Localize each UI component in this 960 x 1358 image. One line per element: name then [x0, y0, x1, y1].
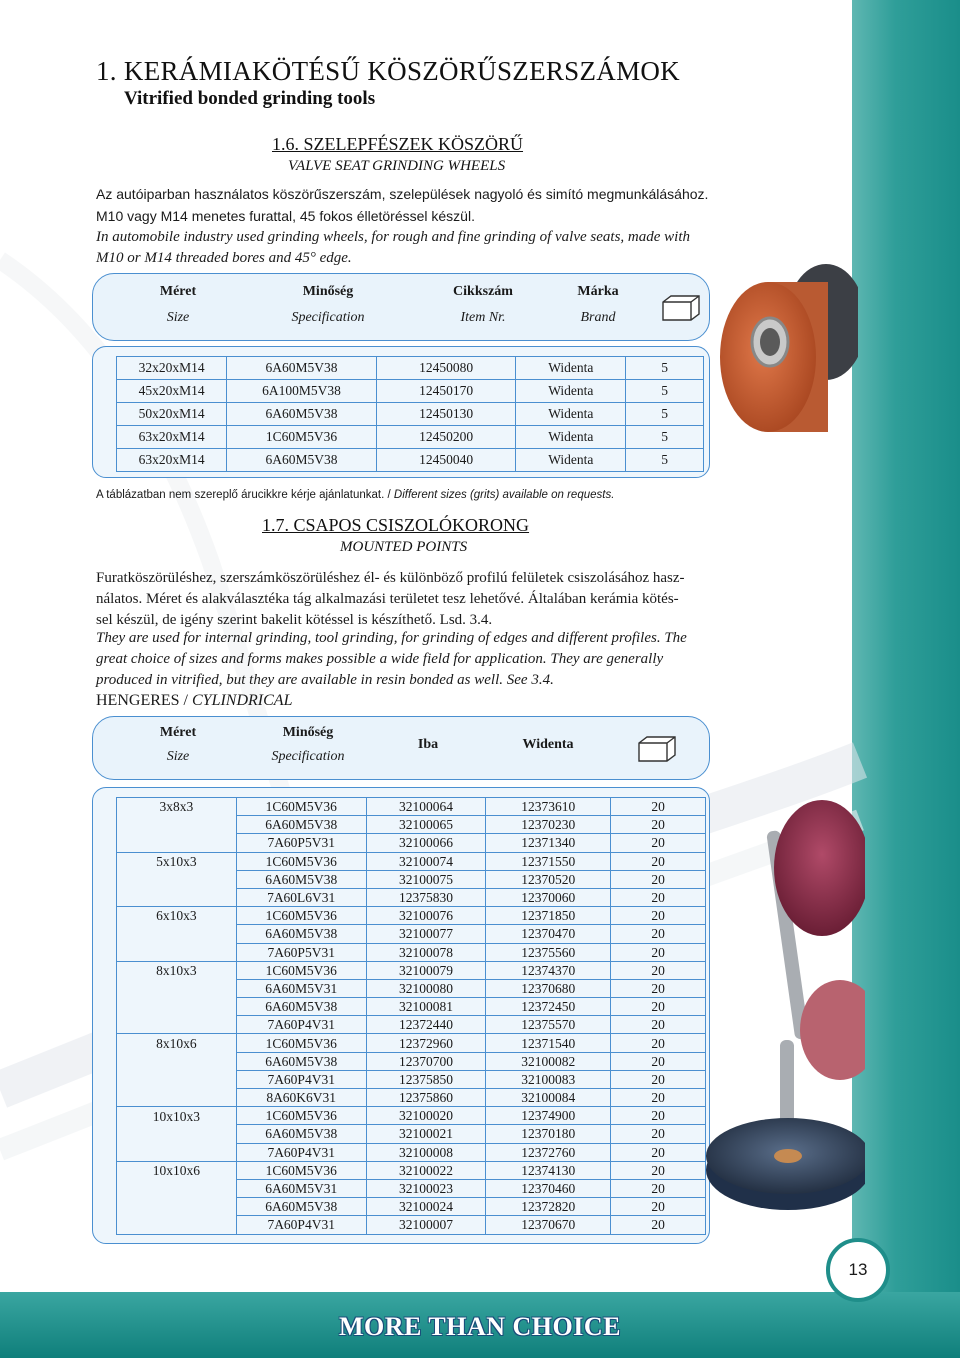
size-cell — [117, 998, 237, 1016]
table-cell: 1C60M5V36 — [236, 907, 366, 925]
size-cell — [117, 1089, 237, 1107]
table-row — [117, 961, 706, 979]
table-cell: 32100083 — [486, 1070, 611, 1088]
header-size-hu: Méret — [159, 284, 197, 299]
table-cell: 12375850 — [366, 1070, 486, 1088]
table-cell: Widenta — [516, 426, 626, 449]
table-cell: 12450040 — [376, 449, 515, 472]
table-cell: 20 — [611, 1161, 706, 1179]
table-row — [117, 1161, 706, 1179]
size-cell: 10x10x3 — [117, 1107, 237, 1125]
table-cell: 6A60M5V38 — [236, 816, 366, 834]
table-cell: 20 — [611, 907, 706, 925]
header-spec-en: Specification — [291, 310, 365, 325]
table-cell: 12374130 — [486, 1161, 611, 1179]
subhead-en: CYLINDRICAL — [192, 692, 293, 709]
table-row — [117, 357, 704, 380]
header-iba: Iba — [417, 737, 439, 752]
table-cell: 12450170 — [376, 380, 515, 403]
table-cell: 7A60P4V31 — [236, 1016, 366, 1034]
header-brand-en: Brand — [580, 310, 616, 325]
table-cell: 20 — [611, 834, 706, 852]
table-cell: 12370520 — [486, 870, 611, 888]
table-cell: Widenta — [516, 357, 626, 380]
table-cell: 20 — [611, 816, 706, 834]
table-cell: 20 — [611, 1034, 706, 1052]
table-cell: 12450130 — [376, 403, 515, 426]
table-cell: 32100080 — [366, 979, 486, 997]
size-cell — [117, 1216, 237, 1234]
table-cell: 7A60P4V31 — [236, 1143, 366, 1161]
table-row — [117, 1107, 706, 1125]
table-cell: 63x20xM14 — [117, 449, 227, 472]
size-cell — [117, 1125, 237, 1143]
table-cell: 5 — [626, 380, 704, 403]
table-cell: 32100084 — [486, 1089, 611, 1107]
table-row — [117, 998, 706, 1016]
table-cell: 6A60M5V38 — [227, 403, 377, 426]
table-row — [117, 1198, 706, 1216]
table-row — [117, 943, 706, 961]
valve-desc-en-2: M10 or M14 threaded bores and 45° edge. — [96, 250, 352, 266]
table-cell: 6A60M5V31 — [236, 979, 366, 997]
table-row — [117, 1089, 706, 1107]
size-cell — [117, 816, 237, 834]
mounted-desc-en-2: great choice of sizes and forms makes possible a wide field for application. They are generally — [96, 651, 664, 667]
table-cell: 32100024 — [366, 1198, 486, 1216]
table-row — [117, 426, 704, 449]
table-cell: 20 — [611, 852, 706, 870]
header-spec-hu: Minőség — [282, 725, 334, 740]
table-cell: 12375860 — [366, 1089, 486, 1107]
size-cell — [117, 1016, 237, 1034]
table-cell: 20 — [611, 1179, 706, 1197]
size-cell — [117, 979, 237, 997]
table-cell: 20 — [611, 1216, 706, 1234]
table-cell: 20 — [611, 943, 706, 961]
table-cell: 32100082 — [486, 1052, 611, 1070]
table-cell: 12370230 — [486, 816, 611, 834]
table-cell: 6A100M5V38 — [227, 380, 377, 403]
table-row — [117, 403, 704, 426]
table-cell: 32100074 — [366, 852, 486, 870]
table-row — [117, 834, 706, 852]
table-cell: 20 — [611, 925, 706, 943]
size-cell — [117, 1179, 237, 1197]
table-row — [117, 1179, 706, 1197]
table-cell: 12372440 — [366, 1016, 486, 1034]
table-cell: 32100008 — [366, 1143, 486, 1161]
header-spec-en: Specification — [271, 749, 345, 764]
table-cell: 1C60M5V36 — [236, 852, 366, 870]
table-cell: 12370700 — [366, 1052, 486, 1070]
page-subtitle: Vitrified bonded grinding tools — [124, 88, 376, 109]
table-cell: 1C60M5V36 — [236, 1034, 366, 1052]
footer-slogan: MORE THAN CHOICE — [339, 1312, 621, 1341]
mounted-table — [116, 797, 706, 1235]
size-cell — [117, 870, 237, 888]
table-row — [117, 380, 704, 403]
size-cell — [117, 1198, 237, 1216]
table-cell: 32100078 — [366, 943, 486, 961]
table-cell: 50x20xM14 — [117, 403, 227, 426]
table-cell: 12370060 — [486, 888, 611, 906]
header-spec-hu: Minőség — [302, 284, 354, 299]
table-cell: 12370470 — [486, 925, 611, 943]
table-cell: 20 — [611, 998, 706, 1016]
header-size-en: Size — [166, 310, 190, 325]
box-icon — [661, 294, 701, 322]
table-cell: 12370180 — [486, 1125, 611, 1143]
size-cell: 3x8x3 — [117, 798, 237, 816]
size-cell — [117, 925, 237, 943]
size-cell: 8x10x6 — [117, 1034, 237, 1052]
table-cell: 7A60P5V31 — [236, 834, 366, 852]
table-cell: 6A60M5V38 — [236, 1198, 366, 1216]
table-row — [117, 449, 704, 472]
table-cell: 12375570 — [486, 1016, 611, 1034]
table-row — [117, 1125, 706, 1143]
table-row — [117, 1052, 706, 1070]
table-cell: 6A60M5V38 — [227, 449, 377, 472]
page-title: 1. KERÁMIAKÖTÉSŰ KÖSZÖRŰSZERSZÁMOK — [96, 56, 680, 86]
table-cell: 32100065 — [366, 816, 486, 834]
box-icon — [637, 735, 677, 763]
valve-wheels-image — [708, 262, 858, 452]
mounted-desc-hu-1: Furatköszörüléshez, szerszámköszörüléshez él- és különböző profilú felületek csiszolásához hasz- — [96, 570, 685, 586]
table-cell: 20 — [611, 870, 706, 888]
table-row — [117, 1216, 706, 1234]
size-cell — [117, 888, 237, 906]
table-cell: 12370680 — [486, 979, 611, 997]
table-cell: 6A60M5V38 — [236, 1125, 366, 1143]
table-cell: 20 — [611, 979, 706, 997]
valve-desc-en-1: In automobile industry used grinding wheels, for rough and fine grinding of valve seats, made with — [96, 229, 690, 245]
table-cell: 20 — [611, 1107, 706, 1125]
table-cell: 6A60M5V38 — [236, 998, 366, 1016]
table-cell: 12375560 — [486, 943, 611, 961]
table-cell: 32100023 — [366, 1179, 486, 1197]
size-cell — [117, 1070, 237, 1088]
section-title-mounted: 1.7. CSAPOS CSISZOLÓKORONG — [262, 515, 530, 535]
table-cell: 20 — [611, 1052, 706, 1070]
page-number: 13 — [826, 1238, 890, 1302]
table-cell: 6A60M5V38 — [227, 357, 377, 380]
table-cell: 12372450 — [486, 998, 611, 1016]
table-row — [117, 852, 706, 870]
table-cell: 20 — [611, 888, 706, 906]
table-row — [117, 888, 706, 906]
table-cell: 45x20xM14 — [117, 380, 227, 403]
table-cell: 1C60M5V36 — [236, 961, 366, 979]
table-cell: 6A60M5V38 — [236, 925, 366, 943]
table-cell: 7A60P5V31 — [236, 943, 366, 961]
section-subtitle-mounted: MOUNTED POINTS — [340, 539, 468, 555]
table-cell: 32100081 — [366, 998, 486, 1016]
table-cell: 32100075 — [366, 870, 486, 888]
table-cell: 1C60M5V36 — [236, 798, 366, 816]
table-cell: 32100064 — [366, 798, 486, 816]
table-cell: 32x20xM14 — [117, 357, 227, 380]
header-item-hu: Cikkszám — [453, 284, 513, 299]
table-cell: 8A60K6V31 — [236, 1089, 366, 1107]
size-cell — [117, 834, 237, 852]
table-cell: Widenta — [516, 403, 626, 426]
table-cell: 5 — [626, 403, 704, 426]
table-cell: 32100079 — [366, 961, 486, 979]
table-cell: 12374900 — [486, 1107, 611, 1125]
table-cell: 12450080 — [376, 357, 515, 380]
table-cell: 12372960 — [366, 1034, 486, 1052]
table-cell: 32100077 — [366, 925, 486, 943]
table-cell: 1C60M5V36 — [236, 1161, 366, 1179]
mounted-desc-en-1: They are used for internal grinding, tool grinding, for grinding of edges and different profiles. The — [96, 630, 687, 646]
table-cell: 32100020 — [366, 1107, 486, 1125]
table-cell: 12370460 — [486, 1179, 611, 1197]
size-cell — [117, 943, 237, 961]
table-cell: 20 — [611, 1198, 706, 1216]
table-cell: 20 — [611, 1143, 706, 1161]
table-row — [117, 907, 706, 925]
table-row — [117, 1070, 706, 1088]
table-cell: 12371340 — [486, 834, 611, 852]
table-row — [117, 1034, 706, 1052]
table-cell: 32100007 — [366, 1216, 486, 1234]
header-size-en: Size — [166, 749, 190, 764]
table-cell: 12372820 — [486, 1198, 611, 1216]
table-cell: Widenta — [516, 380, 626, 403]
table-cell: 1C60M5V36 — [227, 426, 377, 449]
size-cell — [117, 1143, 237, 1161]
header-widenta: Widenta — [522, 737, 574, 752]
header-size-hu: Méret — [159, 725, 197, 740]
subhead-hu: HENGERES / — [96, 692, 192, 709]
table-cell: 12371540 — [486, 1034, 611, 1052]
table-cell: 12374370 — [486, 961, 611, 979]
mounted-desc-hu-2: nálatos. Méret és alakválasztéka tág alkalmazási területet tesz lehetővé. Általában kerámia kötés- — [96, 591, 679, 607]
table-row — [117, 870, 706, 888]
table-cell: 5 — [626, 426, 704, 449]
mounted-desc-en-3: produced in vitrified, but they are available in resin bonded as well. See 3.4. — [96, 672, 554, 688]
table-cell: 1C60M5V36 — [236, 1107, 366, 1125]
table-cell: 12371550 — [486, 852, 611, 870]
table-cell: 7A60P4V31 — [236, 1216, 366, 1234]
size-cell: 10x10x6 — [117, 1161, 237, 1179]
size-cell: 6x10x3 — [117, 907, 237, 925]
table-cell: 7A60P4V31 — [236, 1070, 366, 1088]
valve-note — [96, 489, 614, 501]
valve-table — [116, 356, 704, 472]
valve-desc-hu-2: M10 vagy M14 menetes furattal, 45 fokos élletöréssel készül. — [96, 208, 475, 224]
table-cell: 12372760 — [486, 1143, 611, 1161]
table-cell: 12370670 — [486, 1216, 611, 1234]
cylindrical-subhead — [96, 692, 292, 710]
note-hu: A táblázatban nem szereplő árucikkre kérje ajánlatunkat. / — [96, 489, 394, 501]
section-subtitle-valve: VALVE SEAT GRINDING WHEELS — [288, 158, 506, 174]
size-cell: 5x10x3 — [117, 852, 237, 870]
section-title-valve: 1.6. SZELEPFÉSZEK KÖSZÖRŰ — [272, 134, 524, 154]
table-row — [117, 925, 706, 943]
table-row — [117, 816, 706, 834]
table-cell: 63x20xM14 — [117, 426, 227, 449]
table-cell: 20 — [611, 798, 706, 816]
size-cell — [117, 1052, 237, 1070]
table-row — [117, 1016, 706, 1034]
table-cell: 12371850 — [486, 907, 611, 925]
table-cell: 20 — [611, 961, 706, 979]
valve-table-header — [92, 273, 710, 341]
header-item-en: Item Nr. — [460, 310, 506, 325]
table-cell: Widenta — [516, 449, 626, 472]
table-cell: 6A60M5V31 — [236, 1179, 366, 1197]
table-cell: 20 — [611, 1070, 706, 1088]
table-cell: 12373610 — [486, 798, 611, 816]
table-cell: 5 — [626, 449, 704, 472]
table-cell: 20 — [611, 1016, 706, 1034]
header-brand-hu: Márka — [577, 284, 619, 299]
size-cell: 8x10x3 — [117, 961, 237, 979]
mounted-desc-hu-3: sel készül, de igény szerint bakelit kötéssel is készíthető. Lsd. 3.4. — [96, 612, 493, 628]
table-cell: 32100076 — [366, 907, 486, 925]
table-cell: 12375830 — [366, 888, 486, 906]
mounted-table-header — [92, 716, 710, 780]
table-cell: 20 — [611, 1089, 706, 1107]
table-row — [117, 1143, 706, 1161]
table-row — [117, 979, 706, 997]
table-cell: 32100022 — [366, 1161, 486, 1179]
table-cell: 6A60M5V38 — [236, 1052, 366, 1070]
table-cell: 32100021 — [366, 1125, 486, 1143]
table-cell: 5 — [626, 357, 704, 380]
table-cell: 20 — [611, 1125, 706, 1143]
table-row — [117, 798, 706, 816]
valve-desc-hu-1: Az autóiparban használatos köszörűszerszám, szelepülések nagyoló és simító megmunkálásához. — [96, 186, 709, 202]
mounted-points-image — [700, 790, 865, 1260]
table-cell: 6A60M5V38 — [236, 870, 366, 888]
table-cell: 7A60L6V31 — [236, 888, 366, 906]
table-cell: 32100066 — [366, 834, 486, 852]
table-cell: 12450200 — [376, 426, 515, 449]
note-en: Different sizes (grits) available on requests. — [393, 489, 615, 501]
